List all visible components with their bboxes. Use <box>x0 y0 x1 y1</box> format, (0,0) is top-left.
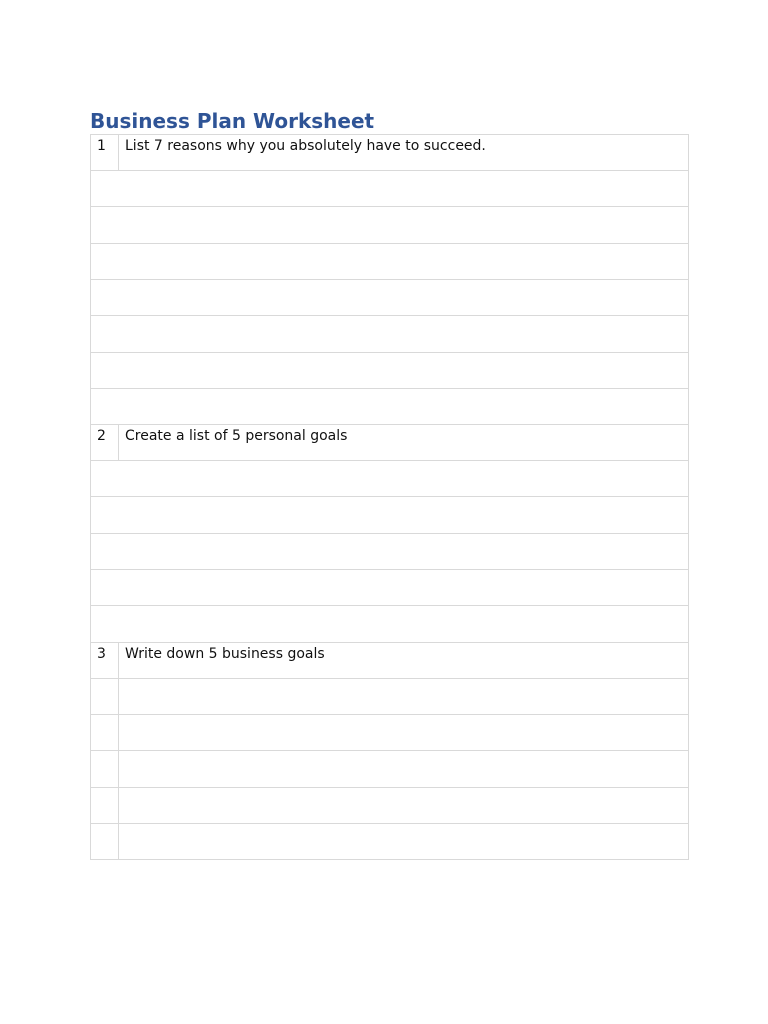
worksheet-table <box>90 134 689 860</box>
answer-row[interactable] <box>91 570 689 606</box>
answer-cell[interactable] <box>91 353 689 389</box>
answer-row[interactable] <box>91 389 689 425</box>
answer-row[interactable] <box>91 461 689 497</box>
answer-row[interactable] <box>91 606 689 643</box>
answer-cell[interactable] <box>91 171 689 207</box>
answer-row[interactable] <box>91 171 689 207</box>
answer-cell[interactable] <box>91 461 689 497</box>
answer-cell[interactable] <box>119 715 689 751</box>
answer-row[interactable] <box>91 534 689 570</box>
answer-cell[interactable] <box>91 534 689 570</box>
section-number: 3 <box>97 646 106 662</box>
section-prompt: List 7 reasons why you absolutely have to succeed. <box>125 138 486 154</box>
answer-row[interactable] <box>91 353 689 389</box>
section-header-row <box>91 643 689 679</box>
answer-row[interactable] <box>91 497 689 534</box>
answer-cell[interactable] <box>91 389 689 425</box>
answer-cell[interactable] <box>91 316 689 353</box>
answer-cell[interactable] <box>91 244 689 280</box>
answer-cell[interactable] <box>91 280 689 316</box>
answer-row[interactable] <box>91 280 689 316</box>
answer-number-cell <box>91 751 119 788</box>
section-prompt-cell <box>119 135 689 171</box>
section-header-row <box>91 425 689 461</box>
answer-number-cell <box>91 788 119 824</box>
section-number: 2 <box>97 428 106 444</box>
section-prompt: Write down 5 business goals <box>125 646 325 662</box>
answer-row[interactable] <box>91 751 689 788</box>
answer-cell[interactable] <box>91 207 689 244</box>
answer-cell[interactable] <box>119 788 689 824</box>
answer-row[interactable] <box>91 244 689 280</box>
section-number: 1 <box>97 138 106 154</box>
section-prompt-cell <box>119 643 689 679</box>
answer-row[interactable] <box>91 788 689 824</box>
section-prompt-cell <box>119 425 689 461</box>
section-header-row <box>91 135 689 171</box>
section-number-cell <box>91 643 119 679</box>
answer-number-cell <box>91 715 119 751</box>
worksheet-title: Business Plan Worksheet <box>90 109 375 133</box>
answer-cell[interactable] <box>119 824 689 860</box>
section-number-cell <box>91 425 119 461</box>
answer-row[interactable] <box>91 824 689 860</box>
answer-cell[interactable] <box>119 679 689 715</box>
answer-row[interactable] <box>91 316 689 353</box>
answer-row[interactable] <box>91 679 689 715</box>
answer-number-cell <box>91 824 119 860</box>
answer-cell[interactable] <box>91 497 689 534</box>
answer-row[interactable] <box>91 715 689 751</box>
answer-cell[interactable] <box>91 570 689 606</box>
answer-number-cell <box>91 679 119 715</box>
answer-row[interactable] <box>91 207 689 244</box>
section-prompt: Create a list of 5 personal goals <box>125 428 348 444</box>
answer-cell[interactable] <box>119 751 689 788</box>
section-number-cell <box>91 135 119 171</box>
answer-cell[interactable] <box>91 606 689 643</box>
